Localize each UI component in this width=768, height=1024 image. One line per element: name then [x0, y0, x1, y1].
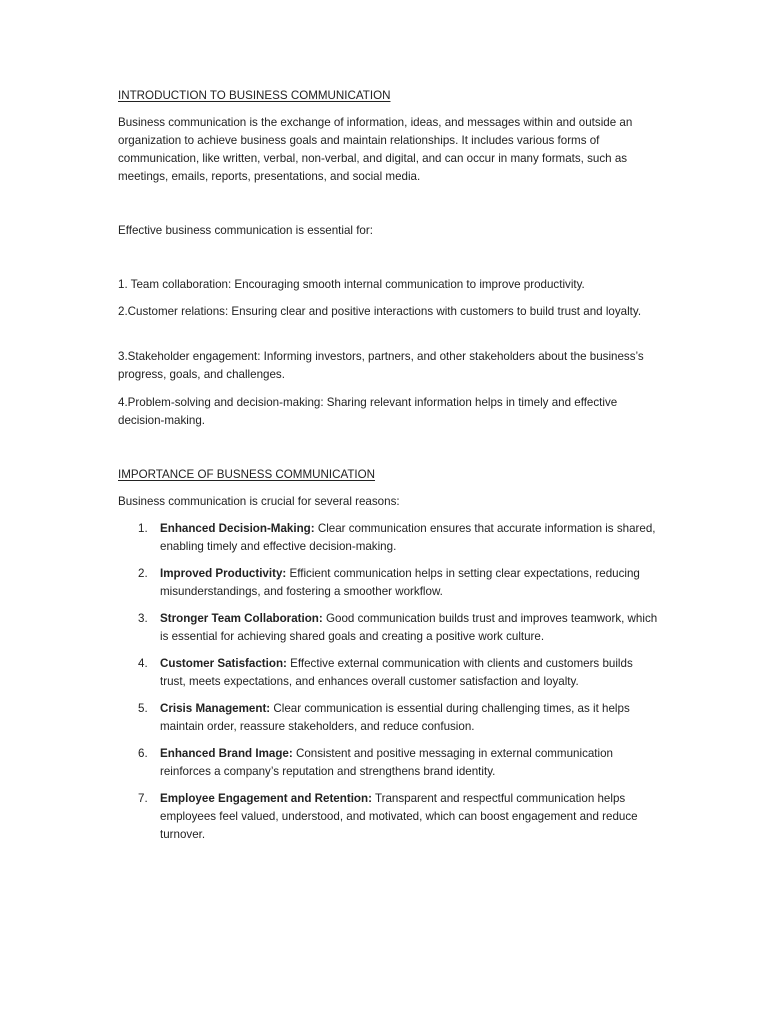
- list-item-description: Consistent and positive messaging in external communication reinforces a company’s reputation and strengthens brand identity.: [160, 747, 614, 778]
- list-item-description: Effective external communication with clients and customers builds trust, meets expectations, and enhances overall customer satisfaction and loyalty.: [160, 657, 633, 688]
- list-item-term: Enhanced Brand Image:: [160, 747, 293, 760]
- list-item-text: [160, 655, 660, 691]
- heading-importance: IMPORTANCE OF BUSNESS COMMUNICATION: [118, 468, 376, 481]
- list-item-term: Customer Satisfaction:: [160, 657, 287, 670]
- list-number: 6.: [138, 747, 148, 760]
- list-item-text: [160, 520, 660, 556]
- list-item-text: [160, 610, 660, 646]
- list-number: 2.: [138, 567, 148, 580]
- list-item-description: Clear communication ensures that accurate information is shared, enabling timely and effective decision-making.: [160, 522, 656, 553]
- list-number: 7.: [138, 792, 148, 805]
- list-item-description: Transparent and respectful communication helps employees feel valued, understood, and motivated, which can boost engagement and reduce turnover.: [160, 792, 638, 841]
- list-item-term: Enhanced Decision-Making:: [160, 522, 315, 535]
- heading-introduction: INTRODUCTION TO BUSINESS COMMUNICATION: [118, 89, 391, 102]
- list-item-term: Stronger Team Collaboration:: [160, 612, 323, 625]
- intro-paragraph: Business communication is the exchange of information, ideas, and messages within and outside an organization to achieve business goals and maintain relationships. It includes various forms of communication, like written, verbal, non-verbal, and digital, and can occur in many formats, such as meetings, emails, reports, presentations, and social media.: [118, 116, 633, 183]
- essential-item-4: 4.Problem-solving and decision-making: Sharing relevant information helps in timely and effective decision-making.: [118, 396, 618, 427]
- list-item-term: Crisis Management:: [160, 702, 271, 715]
- essential-item-2: 2.Customer relations: Ensuring clear and positive interactions with customers to build trust and loyalty.: [118, 305, 642, 318]
- list-item-text: [160, 700, 660, 736]
- list-item-term: Employee Engagement and Retention:: [160, 792, 372, 805]
- list-item-description: Clear communication is essential during challenging times, as it helps maintain order, reassure stakeholders, and reduce confusion.: [160, 702, 630, 733]
- list-item-description: Good communication builds trust and improves teamwork, which is essential for achieving shared goals and creating a positive work culture.: [160, 612, 658, 643]
- list-number: 1.: [138, 522, 148, 535]
- essential-lead-text: Effective business communication is essential for:: [118, 224, 373, 237]
- essential-item-1: 1. Team collaboration: Encouraging smooth internal communication to improve productivity.: [118, 278, 585, 291]
- list-number: 3.: [138, 612, 148, 625]
- list-number: 5.: [138, 702, 148, 715]
- list-number: 4.: [138, 657, 148, 670]
- importance-lead-text: Business communication is crucial for several reasons:: [118, 495, 400, 508]
- list-item-text: [160, 565, 660, 601]
- list-item-term: Improved Productivity:: [160, 567, 287, 580]
- essential-item-3: 3.Stakeholder engagement: Informing investors, partners, and other stakeholders about the business’s progress, goals, and challenges.: [118, 350, 644, 381]
- list-item-text: [160, 790, 660, 844]
- list-item-text: [160, 745, 660, 781]
- list-item-description: Efficient communication helps in setting clear expectations, reducing misunderstandings, and fostering a smoother workflow.: [160, 567, 640, 598]
